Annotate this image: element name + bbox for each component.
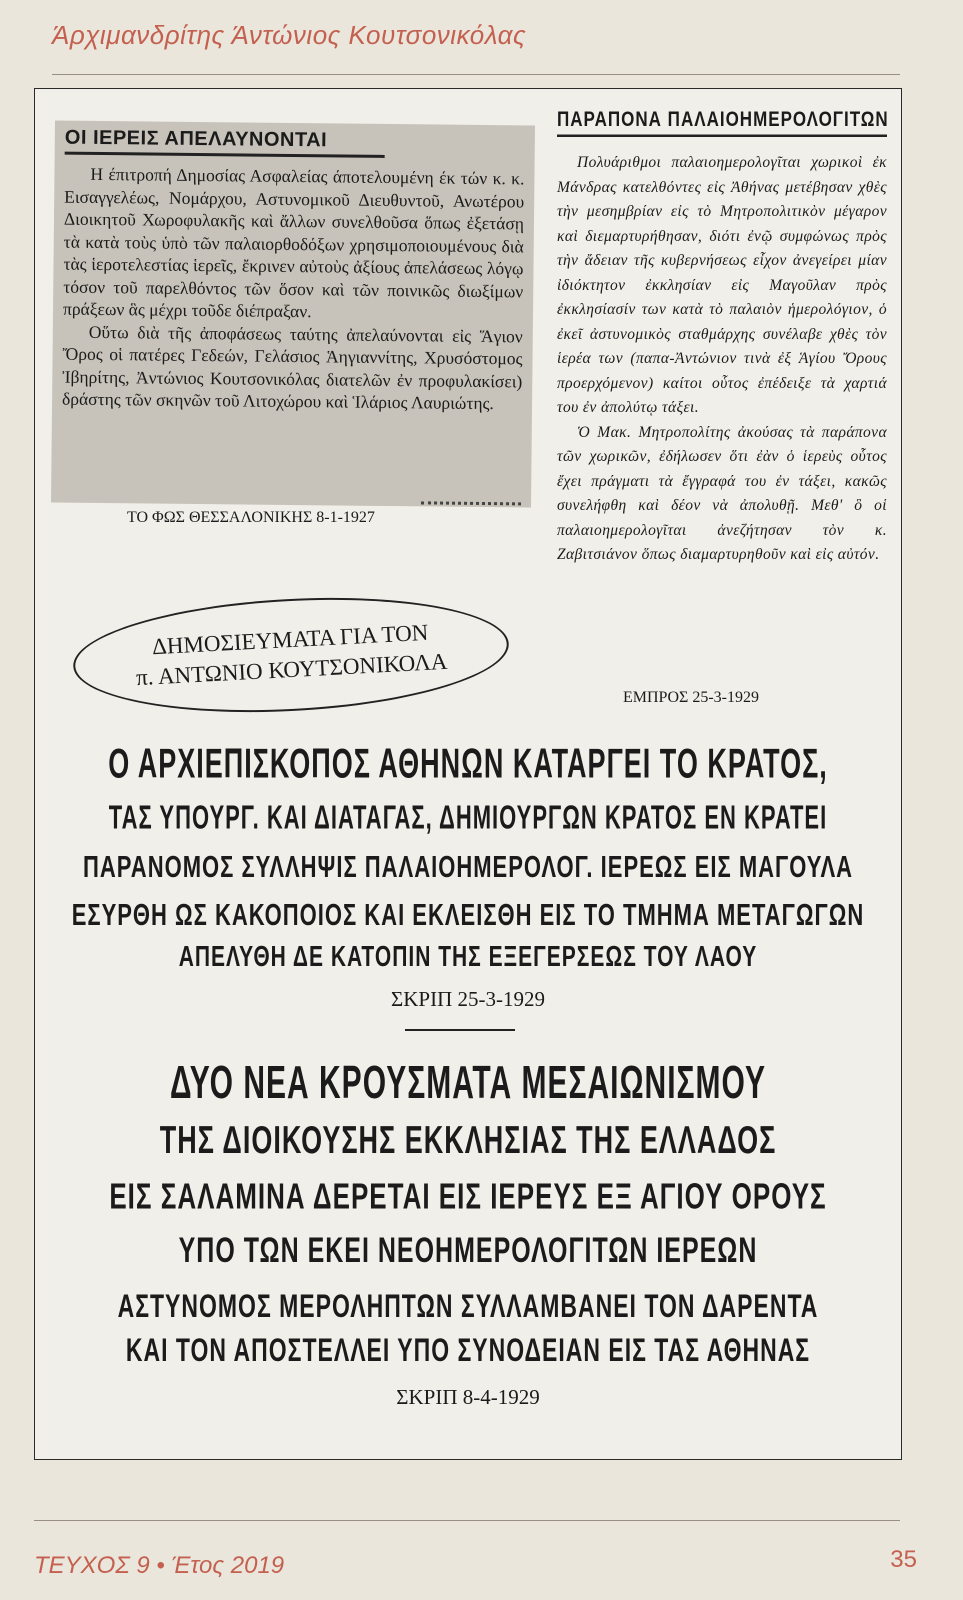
headline-2-line: ΑΣΤΥΝΟΜΟΣ ΜΕΡΟΛΗΠΤΩΝ ΣΥΛΛΑΜΒΑΝΕΙ ΤΟΝ ΔΑΡΕΝΤΑ [117,1287,819,1324]
clipping-left-headline: ΟΙ ΙΕΡΕΙΣ ΑΠΕΛΑΥΝΟΝΤΑΙ [64,126,328,152]
clipping-right [557,107,887,667]
clippings-frame [34,88,902,1460]
headline-2-line: ΔΥΟ ΝΕΑ ΚΡΟΥΣΜΑΤΑ ΜΕΣΑΙΩΝΙΣΜΟΥ [169,1057,767,1109]
headline-1-line: ΠΑΡΑΝΟΜΟΣ ΣΥΛΛΗΨΙΣ ΠΑΛΑΙΟΗΜΕΡΟΛΟΓ. ΙΕΡΕΩΣ ΕΙΣ ΜΑΓΟΥΛΑ [82,848,854,884]
clipping-right-paragraph: Ὁ Μακ. Μητροπολίτης ἀκούσας τὰ παράπονα τῶν χωρικῶν, ἐδήλωσεν ὅτι ἐὰν ὁ ἱερεὺς οὗτος ἔχει πράγματι τὰ ἔγγραφά του ἐν τάξει, κακῶς συνελήφθη καὶ δέον νὰ ἀπολυθῇ. Μεθ' ὃ οἱ παλαιοημερολογῖται ἀνεζήτησαν τὸν κ. Ζαβιτσιάνον ὅπως διαμαρτυρηθοῦν καὶ εἰς αὐτόν. [557,423,887,563]
clipping-right-source: ΕΜΠΡΟΣ 25-3-1929 [623,689,759,706]
clipping-left-source: ΤΟ ΦΩΣ ΘΕΣΣΑΛΟΝΙΚΗΣ 8-1-1927 [127,509,375,526]
clipping-right-headline: ΠΑΡΑΠΟΝΑ ΠΑΛΑΙΟΗΜΕΡΟΛΟΓΙΤΩΝ [557,107,887,137]
headline-2-line: ΕΙΣ ΣΑΛΑΜΙΝΑ ΔΕΡΕΤΑΙ ΕΙΣ ΙΕΡΕΥΣ ΕΞ ΑΓΙΟΥ ΟΡΟΥΣ [109,1174,827,1217]
header-rule [52,74,900,75]
headline-2-source: ΣΚΡΙΠ 8-4-1929 [396,1385,540,1409]
headline-2-line: ΚΑΙ ΤΟΝ ΑΠΟΣΤΕΛΛΕΙ ΥΠΟ ΣΥΝΟΔΕΙΑΝ ΕΙΣ ΤΑΣ ΑΘΗΝΑΣ [125,1331,811,1368]
page-number: 35 [890,1546,917,1573]
clipping-left [51,120,535,507]
section-divider [405,1029,515,1031]
headline-1-line: ΑΠΕΛΥΘΗ ΔΕ ΚΑΤΟΠΙΝ ΤΗΣ ΕΞΕΓΕΡΣΕΩΣ ΤΟΥ ΛΑΟΥ [178,941,758,973]
running-title: Άρχιμανδρίτης Άντώνιος Κουτσονικόλας [52,20,527,50]
headline-underline [65,152,385,158]
headline-1-source: ΣΚΡΙΠ 25-3-1929 [391,987,545,1011]
headline-1-line: ΕΣΥΡΘΗ ΩΣ ΚΑΚΟΠΟΙΟΣ ΚΑΙ ΕΚΛΕΙΣΘΗ ΕΙΣ ΤΟ ΤΜΗΜΑ ΜΕΤΑΓΩΓΩΝ [71,896,865,932]
dotted-rule [421,501,521,505]
footer-rule [34,1520,900,1521]
issue-label: ΤΕΥΧΟΣ 9 • Έτος 2019 [34,1552,285,1579]
headline-2-line: ΥΠΟ ΤΩΝ ΕΚΕΙ ΝΕΟΗΜΕΡΟΛΟΓΙΤΩΝ ΙΕΡΕΩΝ [178,1231,758,1271]
headline-1-line: Ο ΑΡΧΙΕΠΙΣΚΟΠΟΣ ΑΘΗΝΩΝ ΚΑΤΑΡΓΕΙ ΤΟ ΚΡΑΤΟΣ, [108,740,828,787]
oval-label [70,588,511,723]
oval-label-line: ΔΗΜΟΣΙΕΥΜΑΤΑ ΓΙΑ ΤΟΝ [151,619,429,660]
clipping-left-paragraph: Η έπιτροπή Δημοσίας Ασφαλείας άποτελουμένη έκ τών κ. κ. Εισαγγελέως, Νομάρχου, Αστυνομικοῦ Διευθυντοῦ, Ανωτέρου Διοικητοῦ Χωροφυλακῆς καὶ ἄλλων συνελθοῦσα ὅπως ἐξετάσῃ τὰ κατὰ τοὺς ὑπὸ τῶν παλαιορθοδόξων χρησιμοποιουμένους διὰ τὰς ἱεροτελεστίας ἱερεῖς, ἔκρινεν αὐτοὺς ἀξίους ἀπελάσεως λόγῳ τόσον τοῦ παρελθόντος τῶν ὅσον καὶ τῶν ποινικῶς διωξίμων πράξεων ἃς μέχρι τοῦδε διέπραξαν. [62,163,525,322]
headline-1-line: ΤΑΣ ΥΠΟΥΡΓ. ΚΑΙ ΔΙΑΤΑΓΑΣ, ΔΗΜΙΟΥΡΓΩΝ ΚΡΑΤΟΣ ΕΝ ΚΡΑΤΕΙ [108,798,828,836]
clipping-left-paragraph: Οὕτω διὰ τῆς ἀποφάσεως ταύτης ἀπελαύνονται εἰς Ἅγιον Ὄρος οἱ πατέρες Γεδεών, Γελάσιος Ἁηγιαννίτης, Χρυσόστομος Ἰβηρίτης, Ἀντώνιος Κουτσονικόλας διατελῶν ἐν προφυλακίσει) δράστης τῶν σκηνῶν τοῦ Λιτοχώρου καὶ Ἱλάριος Λαυριώτης. [61,321,523,414]
clipping-right-paragraph: Πολυάριθμοι παλαιοημερολογῖται χωρικοὶ ἐκ Μάνδρας κατελθόντες εἰς Ἀθήνας μετέβησαν χθὲς τὴν μεσημβρίαν εἰς τὸ Μητροπολιτικὸν μέγαρον καὶ διεμαρτυρήθησαν, διότι ἐνῷ συμφώνως πρὸς τὴν ἄδειαν τῆς κυβερνήσεως εἶχον ἀνεγείρει μίαν ἰδιόκτητον ἐκκλησίαν εἰς Μαγοῦλαν πρὸς ἐκκλησίασίν των κατὰ τὸ παλαιὸν ἡμερολόγιον, ὁ ἐκεῖ ἀστυνομικὸς σταθμάρχης συνέλαβε χθὲς τὸν ἱερέα των (παπα-Ἀντώνιον τινὰ ἐξ Ἁγίου Ὄρους προερχόμενον) καίτοι οὗτος ἐπέδειξε τὰ χαρτιά του ἐν ἀπολύτῳ τάξει. [557,154,887,416]
oval-label-line: π. ΑΝΤΩΝΙΟ ΚΟΥΤΣΟΝΙΚΟΛΑ [135,648,449,691]
headline-2-line: ΤΗΣ ΔΙΟΙΚΟΥΣΗΣ ΕΚΚΛΗΣΙΑΣ ΤΗΣ ΕΛΛΑΔΟΣ [159,1118,777,1162]
